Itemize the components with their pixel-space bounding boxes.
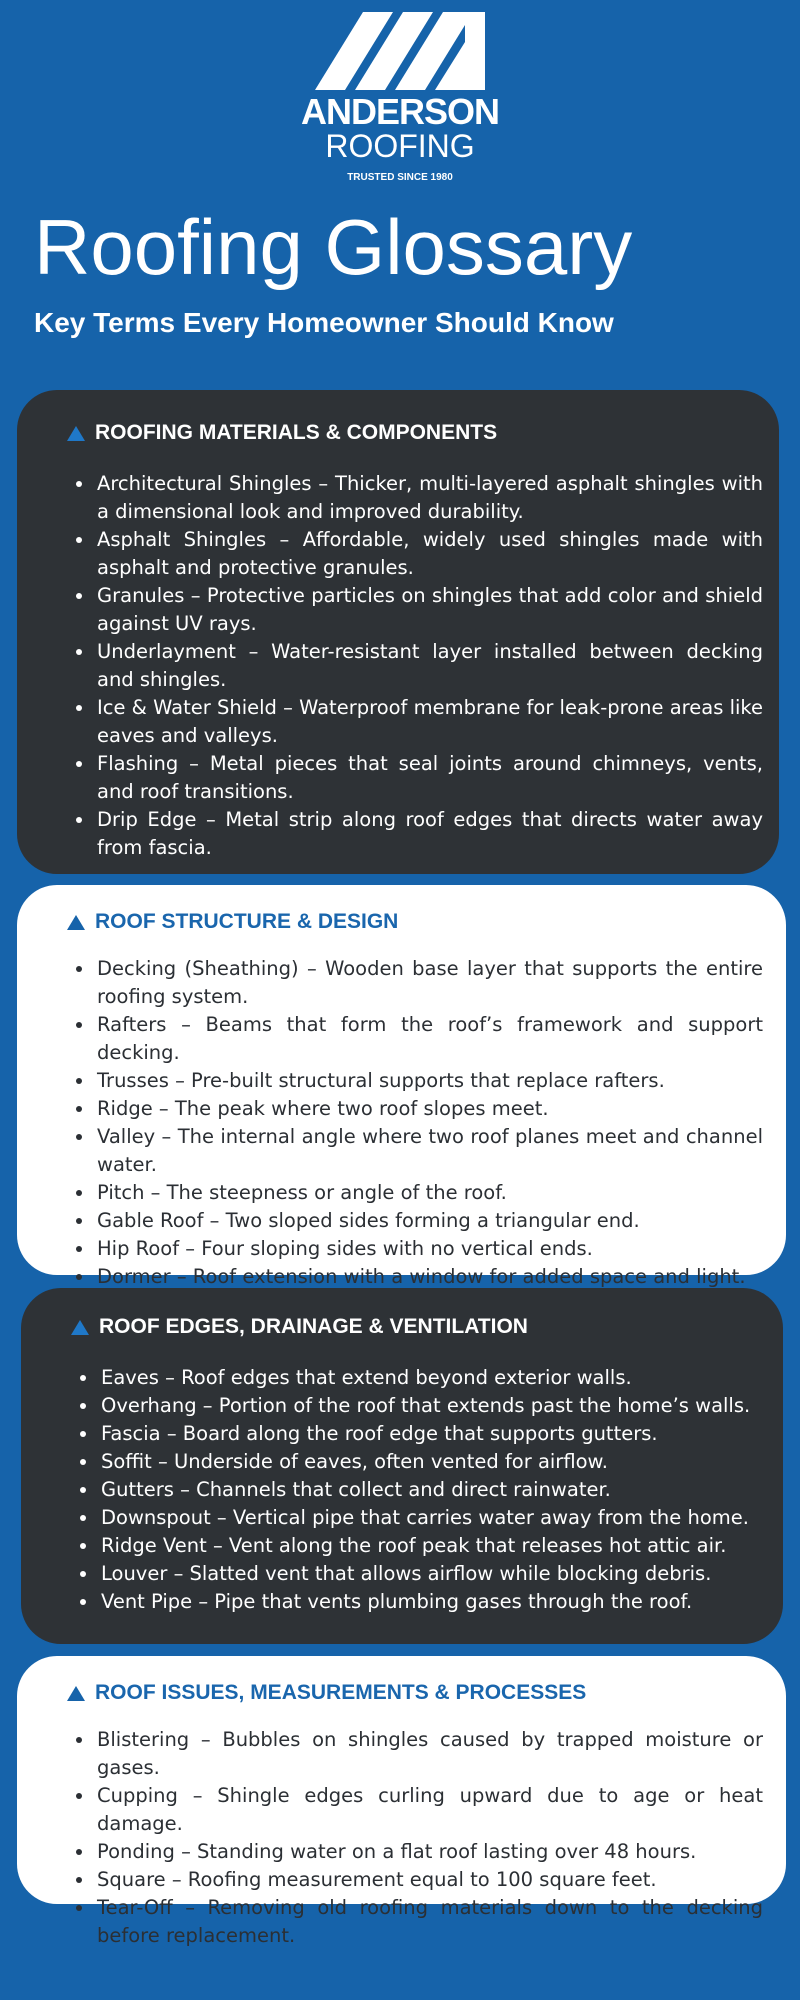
section-materials-card xyxy=(17,390,779,874)
list-item: • Decking (Sheathing) – Wooden base layer that supports the entire roofing system. xyxy=(95,955,763,1011)
list-item: • Overhang – Portion of the roof that extends past the home’s walls. xyxy=(99,1392,763,1420)
page-title: Roofing Glossary xyxy=(34,203,633,291)
section-heading-text: ROOF ISSUES, MEASUREMENTS & PROCESSES xyxy=(95,1681,587,1704)
list-item: • Vent Pipe – Pipe that vents plumbing gases through the roof. xyxy=(99,1588,763,1616)
list-item: • Valley – The internal angle where two roof planes meet and channel water. xyxy=(95,1123,763,1179)
list-item: • Pitch – The steepness or angle of the roof. xyxy=(95,1179,763,1207)
list-item: • Flashing – Metal pieces that seal joints around chimneys, vents, and roof transitions. xyxy=(95,750,763,806)
list-item: • Cupping – Shingle edges curling upward due to age or heat damage. xyxy=(95,1782,763,1838)
list-item: • Ice & Water Shield – Waterproof membrane for leak-prone areas like eaves and valleys. xyxy=(95,694,763,750)
list-item: • Ridge – The peak where two roof slopes meet. xyxy=(95,1095,763,1123)
section-issues-card xyxy=(17,1656,786,1947)
page-subtitle: Key Terms Every Homeowner Should Know xyxy=(34,307,614,338)
term-list xyxy=(67,470,763,862)
list-item: • Gutters – Channels that collect and direct rainwater. xyxy=(99,1476,763,1504)
term-list xyxy=(71,1364,763,1616)
section-heading xyxy=(67,418,763,448)
list-item: • Asphalt Shingles – Affordable, widely used shingles made with asphalt and protective granules. xyxy=(95,526,763,582)
brand-logo xyxy=(0,12,800,183)
list-item: • Tear-Off – Removing old roofing materials down to the decking before replacement. xyxy=(95,1894,763,1950)
list-item: • Soffit – Underside of eaves, often vented for airflow. xyxy=(99,1448,763,1476)
list-item: • Square – Roofing measurement equal to 100 square feet. xyxy=(95,1866,763,1894)
list-item: • Downspout – Vertical pipe that carries water away from the home. xyxy=(99,1504,763,1532)
section-heading xyxy=(67,907,763,937)
triangle-bullet-icon xyxy=(67,915,85,930)
list-item: • Hip Roof – Four sloping sides with no vertical ends. xyxy=(95,1235,763,1263)
list-item: • Granules – Protective particles on shingles that add color and shield against UV rays. xyxy=(95,582,763,638)
list-item: • Underlayment – Water-resistant layer installed between decking and shingles. xyxy=(95,638,763,694)
triangle-bullet-icon xyxy=(67,426,85,441)
list-item: • Drip Edge – Metal strip along roof edges that directs water away from fascia. xyxy=(95,806,763,862)
brand-tagline: TRUSTED SINCE 1980 xyxy=(347,172,453,183)
section-heading-text: ROOF STRUCTURE & DESIGN xyxy=(95,910,399,933)
triangle-bullet-icon xyxy=(71,1320,89,1335)
section-edges-card xyxy=(21,1288,783,1644)
roof-stripes-logo-icon xyxy=(315,12,485,90)
term-list xyxy=(67,1726,763,1950)
list-item: • Gable Roof – Two sloped sides forming a triangular end. xyxy=(95,1207,763,1235)
brand-name-line1: ANDERSON xyxy=(300,91,499,132)
list-item: • Fascia – Board along the roof edge that supports gutters. xyxy=(99,1420,763,1448)
brand-name-line2: ROOFING xyxy=(325,128,475,164)
section-heading xyxy=(67,1678,763,1708)
list-item: • Ridge Vent – Vent along the roof peak that releases hot attic air. xyxy=(99,1532,763,1560)
list-item: • Trusses – Pre-built structural supports that replace rafters. xyxy=(95,1067,763,1095)
list-item: • Louver – Slatted vent that allows airflow while blocking debris. xyxy=(99,1560,763,1588)
list-item: • Eaves – Roof edges that extend beyond exterior walls. xyxy=(99,1364,763,1392)
term-list xyxy=(67,955,763,1291)
list-item: • Architectural Shingles – Thicker, multi-layered asphalt shingles with a dimensional look and improved durability. xyxy=(95,470,763,526)
section-heading-text: ROOF EDGES, DRAINAGE & VENTILATION xyxy=(99,1315,528,1338)
section-heading-text: ROOFING MATERIALS & COMPONENTS xyxy=(95,421,498,444)
section-heading xyxy=(71,1312,763,1342)
triangle-bullet-icon xyxy=(67,1686,85,1701)
list-item: • Dormer – Roof extension with a window for added space and light. xyxy=(95,1263,763,1291)
list-item: • Rafters – Beams that form the roof’s framework and support decking. xyxy=(95,1011,763,1067)
list-item: • Blistering – Bubbles on shingles caused by trapped moisture or gases. xyxy=(95,1726,763,1782)
list-item: • Ponding – Standing water on a flat roof lasting over 48 hours. xyxy=(95,1838,763,1866)
section-structure-card xyxy=(17,885,786,1288)
